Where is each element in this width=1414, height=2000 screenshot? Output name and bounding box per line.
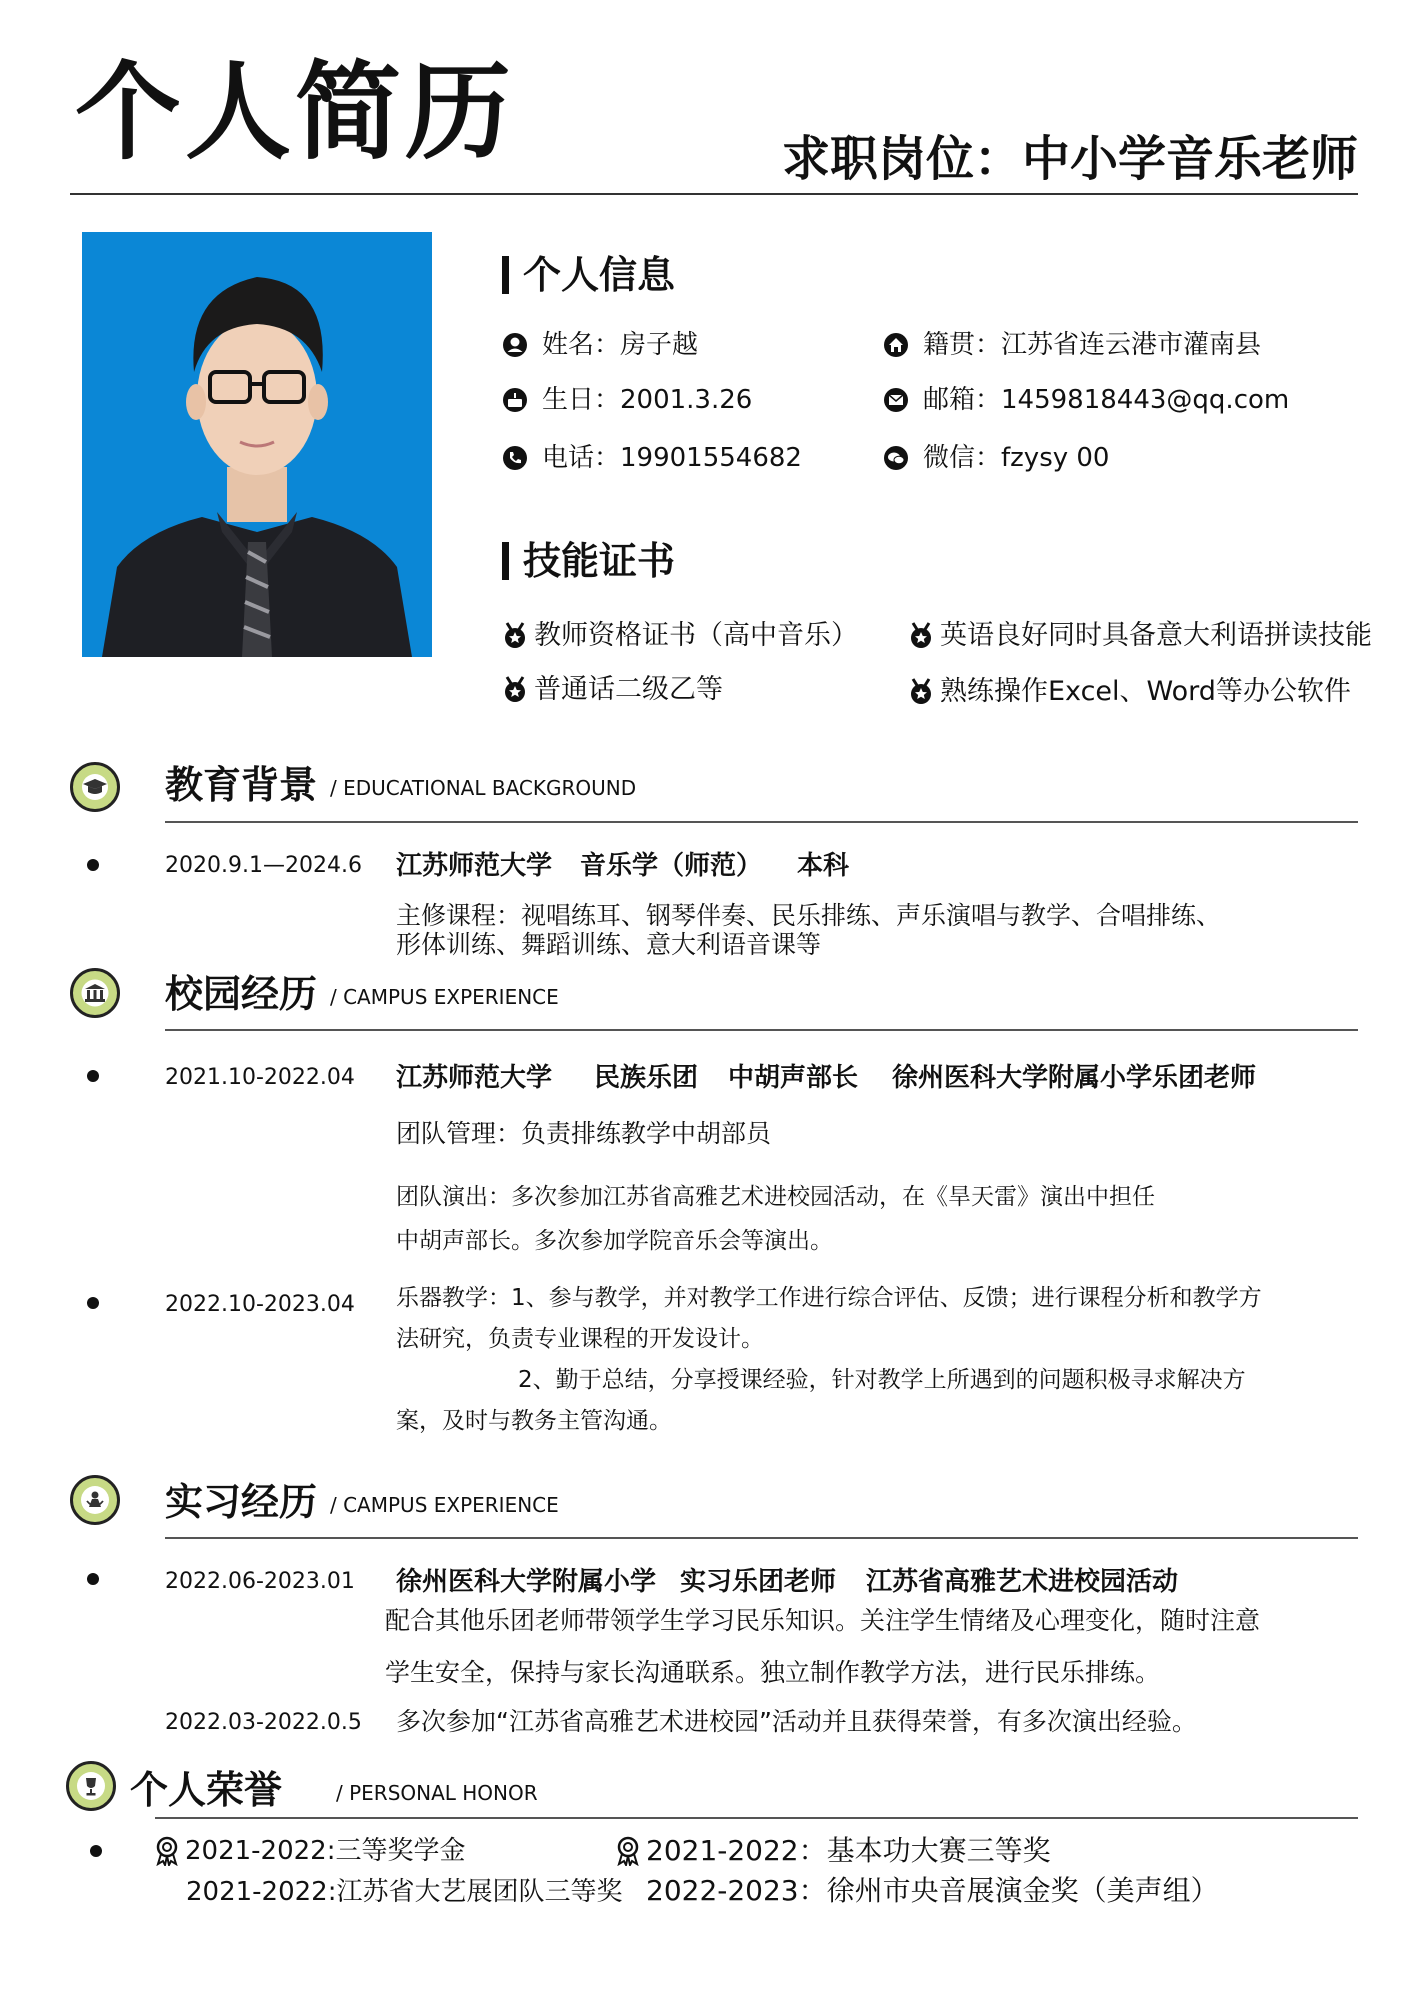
campus-detail: 案，及时与教务主管沟通。 (396, 1408, 672, 1434)
education-school: 江苏师范大学 (396, 851, 553, 881)
internship-event: 江苏省高雅艺术进校园活动 (866, 1567, 1179, 1597)
medal-icon (500, 620, 530, 650)
bullet (87, 1070, 99, 1082)
medal-icon (500, 674, 530, 704)
bullet (87, 1573, 99, 1585)
education-courses: 主修课程：视唱练耳、钢琴伴奏、民乐排练、声乐演唱与教学、合唱排练、 (396, 901, 1222, 930)
skill-item: 英语良好同时具备意大利语拼读技能 (906, 620, 1372, 650)
education-degree: 本科 (797, 851, 850, 881)
honors-section-icon (66, 1761, 116, 1811)
hometown-row: 籍贯：江苏省连云港市灌南县 (883, 332, 1261, 358)
internship-divider (165, 1537, 1358, 1539)
cake-icon (502, 387, 528, 413)
header-divider (70, 193, 1358, 195)
birthday-row: 生日：2001.3.26 (502, 387, 752, 413)
campus-subtitle: / CAMPUS EXPERIENCE (330, 985, 559, 1009)
bullet (87, 859, 99, 871)
campus-detail: 团队管理：负责排练教学中胡部员 (396, 1119, 772, 1148)
wechat-row: 微信：fzysy 00 (883, 445, 1109, 471)
internship-date-1: 2022.06-2023.01 (165, 1569, 355, 1594)
education-major: 音乐学（师范） (580, 851, 763, 881)
internship-org: 徐州医科大学附属小学 (396, 1567, 657, 1597)
internship-detail: 学生安全，保持与家长沟通联系。独立制作教学方法，进行民乐排练。 (385, 1658, 1161, 1687)
campus-date-1: 2021.10-2022.04 (165, 1065, 355, 1090)
education-subtitle: / EDUCATIONAL BACKGROUND (330, 776, 637, 800)
honors-divider (155, 1817, 1358, 1819)
campus-detail: 团队演出：多次参加江苏省高雅艺术进校园活动，在《旱天雷》演出中担任 (396, 1184, 1155, 1210)
heading-bar (502, 542, 509, 580)
medal-icon (906, 676, 936, 706)
education-date: 2020.9.1—2024.6 (165, 853, 362, 878)
campus-section-icon (70, 968, 120, 1018)
heading-bar (502, 256, 509, 294)
honors-subtitle: / PERSONAL HONOR (336, 1781, 538, 1805)
phone-row: 电话：19901554682 (502, 445, 802, 471)
wechat-icon (883, 445, 909, 471)
skills-heading: 技能证书 (502, 542, 675, 583)
campus-group: 民族乐团 (594, 1063, 699, 1093)
job-target: 求职岗位：中小学音乐老师 (781, 131, 1358, 187)
campus-role: 中胡声部长 (728, 1063, 859, 1093)
skill-item: 普通话二级乙等 (500, 674, 723, 704)
campus-org: 江苏师范大学 (396, 1063, 553, 1093)
email-row: 邮箱：1459818443@qq.com (883, 387, 1289, 413)
profile-photo (82, 232, 432, 657)
award-icon (153, 1836, 181, 1866)
internship-role: 实习乐团老师 (680, 1567, 837, 1597)
home-icon (883, 332, 909, 358)
skill-item: 熟练操作Excel、Word等办公软件 (906, 676, 1351, 706)
honor-item: 2022-2023：徐州市央音展演金奖（美声组） (646, 1874, 1219, 1907)
person-badge-icon (80, 1485, 110, 1515)
medal-icon (906, 620, 936, 650)
graduation-cap-icon (80, 774, 110, 800)
phone-icon (502, 445, 528, 471)
skill-item: 教师资格证书（高中音乐） (500, 620, 858, 650)
bullet (87, 1297, 99, 1309)
name-row: 姓名：房子越 (502, 332, 698, 358)
internship-date-2: 2022.03-2022.0.5 (165, 1710, 362, 1735)
internship-detail: 配合其他乐团老师带领学生学习民乐知识。关注学生情绪及心理变化，随时注意 (385, 1606, 1261, 1635)
campus-extra: 徐州医科大学附属小学乐团老师 (892, 1063, 1257, 1093)
honors-title: 个人荣誉 (130, 1768, 283, 1812)
honor-item: 2021-2022：基本功大赛三等奖 (614, 1836, 1051, 1866)
trophy-icon (76, 1771, 106, 1801)
award-icon (614, 1836, 642, 1866)
honor-item: 2021-2022:三等奖学金 (153, 1836, 465, 1866)
campus-detail: 法研究，负责专业课程的开发设计。 (396, 1326, 764, 1352)
building-icon (80, 979, 110, 1007)
campus-detail: 中胡声部长。多次参加学院音乐会等演出。 (396, 1228, 833, 1254)
education-section-icon (70, 762, 120, 812)
internship-subtitle: / CAMPUS EXPERIENCE (330, 1493, 559, 1517)
education-courses-cont: 形体训练、舞蹈训练、意大利语音课等 (396, 930, 822, 959)
education-title: 教育背景 (165, 763, 318, 807)
resume-title: 个人简历 (75, 51, 515, 174)
campus-date-2: 2022.10-2023.04 (165, 1292, 355, 1317)
internship-title: 实习经历 (165, 1480, 318, 1524)
bullet (90, 1845, 102, 1857)
mail-icon (883, 387, 909, 413)
campus-detail: 乐器教学：1、参与教学，并对教学工作进行综合评估、反馈；进行课程分析和教学方 (396, 1285, 1262, 1311)
honor-item: 2021-2022:江苏省大艺展团队三等奖 (186, 1877, 623, 1907)
personal-info-heading: 个人信息 (502, 256, 675, 297)
internship-detail: 多次参加“江苏省高雅艺术进校园”活动并且获得荣誉，有多次演出经验。 (396, 1707, 1197, 1736)
internship-section-icon (70, 1475, 120, 1525)
campus-detail: 2、勤于总结，分享授课经验，针对教学上所遇到的问题积极寻求解决方 (518, 1367, 1246, 1393)
campus-title: 校园经历 (165, 972, 318, 1016)
education-divider (165, 821, 1358, 823)
user-icon (502, 332, 528, 358)
campus-divider (165, 1029, 1358, 1031)
